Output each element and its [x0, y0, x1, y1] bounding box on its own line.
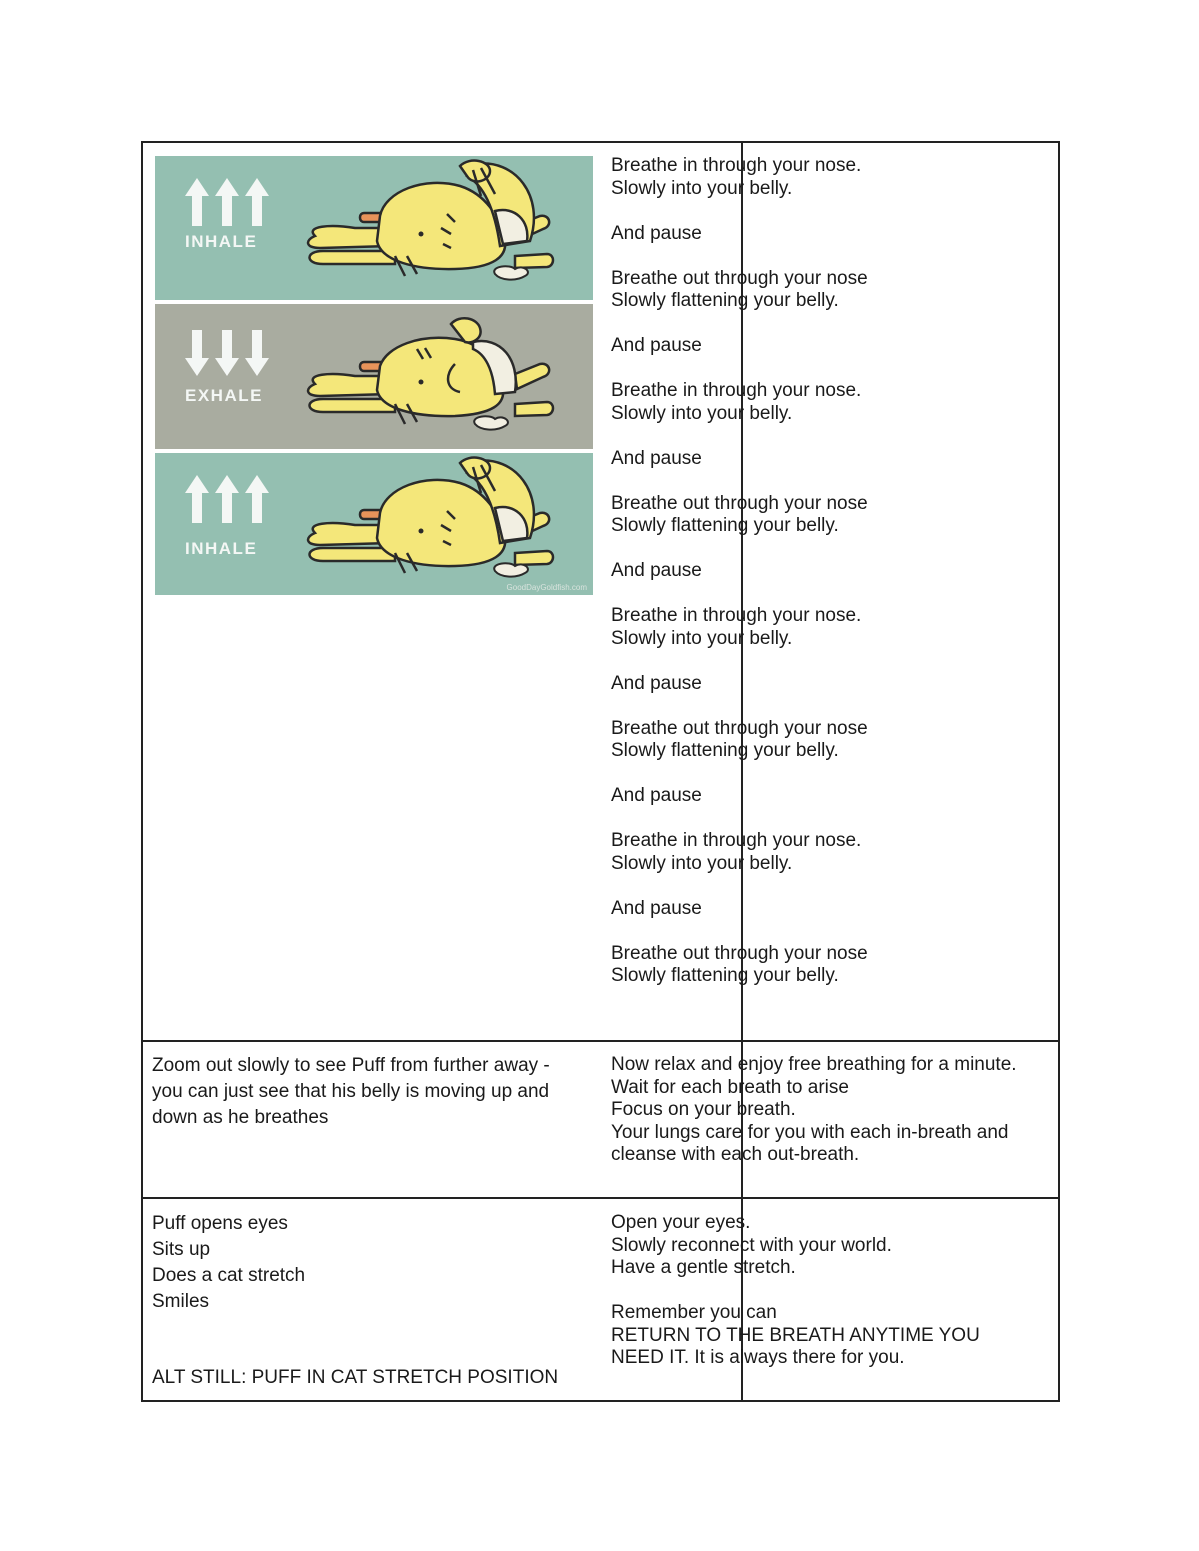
action-line: Puff opens eyes	[152, 1213, 288, 1234]
script-line: And pause	[611, 335, 702, 356]
script-line: Breathe out through your nose	[611, 942, 868, 964]
action-line: Sits up	[152, 1239, 211, 1260]
inhale-panel	[155, 156, 593, 300]
row-divider-1	[143, 1040, 1058, 1042]
closing-script	[611, 1212, 1051, 1370]
script-line: Breathe in through your nose.	[611, 830, 862, 851]
script-line: And pause	[611, 560, 702, 581]
script-line: And pause	[611, 222, 702, 244]
script-line: Focus on your breath.	[611, 1099, 796, 1120]
script-line: And pause	[611, 785, 702, 806]
script-line: Slowly flattening your belly.	[611, 965, 839, 986]
script-line: Have a gentle stretch.	[611, 1257, 796, 1278]
script-line: And pause	[611, 672, 702, 694]
alt-still-note: ALT STILL: PUFF IN CAT STRETCH POSITION	[152, 1367, 559, 1388]
script-line: Breathe out through your nose	[611, 492, 868, 514]
zoom-out-direction: Zoom out slowly to see Puff from further away - you can just see that his belly is moving up and down as he breathes	[152, 1055, 550, 1128]
script-line: Slowly into your belly.	[611, 177, 793, 199]
inhale-cat-icon-2	[155, 453, 593, 595]
script-line: Breathe out through your nose	[611, 717, 868, 739]
inhale-label-2: INHALE	[185, 539, 258, 558]
script-table	[141, 141, 1060, 1402]
breathing-script	[611, 155, 1051, 988]
script-line: Now relax and enjoy free breathing for a minute.	[611, 1054, 1017, 1075]
script-line: RETURN TO THE BREATH ANYTIME YOU NEED IT. It is always there for you.	[611, 1324, 980, 1368]
puff-actions	[152, 1211, 592, 1315]
script-line: Breathe in through your nose.	[611, 155, 862, 176]
exhale-label: EXHALE	[185, 386, 263, 405]
script-line: Wait for each breath to arise	[611, 1076, 849, 1098]
script-line: Slowly into your belly.	[611, 852, 793, 874]
script-line: Slowly flattening your belly.	[611, 515, 839, 536]
illustration-credit: GoodDayGoldfish.com	[506, 583, 587, 592]
row-divider-2	[143, 1197, 1058, 1199]
script-line: Open your eyes.	[611, 1212, 751, 1233]
breathing-illustration	[155, 156, 593, 595]
inhale-panel-2	[155, 453, 593, 595]
free-breathing-script	[611, 1054, 1051, 1167]
script-line: Slowly into your belly.	[611, 627, 793, 649]
script-line: And pause	[611, 897, 702, 919]
action-line: Smiles	[152, 1291, 210, 1312]
exhale-panel	[155, 304, 593, 449]
script-line: Slowly reconnect with your world.	[611, 1234, 892, 1256]
script-line: Slowly into your belly.	[611, 402, 793, 424]
inhale-cat-icon	[155, 156, 593, 300]
exhale-cat-icon	[155, 304, 593, 449]
inhale-label: INHALE	[185, 232, 258, 251]
script-line: Breathe in through your nose.	[611, 380, 862, 401]
script-line: Your lungs care for you with each in-breath and cleanse with each out-breath.	[611, 1121, 1009, 1165]
script-line: Remember you can	[611, 1302, 777, 1323]
script-line: And pause	[611, 447, 702, 469]
script-line: Breathe in through your nose.	[611, 605, 862, 626]
script-line: Breathe out through your nose	[611, 267, 868, 289]
action-line: Does a cat stretch	[152, 1265, 306, 1286]
script-line: Slowly flattening your belly.	[611, 290, 839, 311]
script-line: Slowly flattening your belly.	[611, 740, 839, 761]
